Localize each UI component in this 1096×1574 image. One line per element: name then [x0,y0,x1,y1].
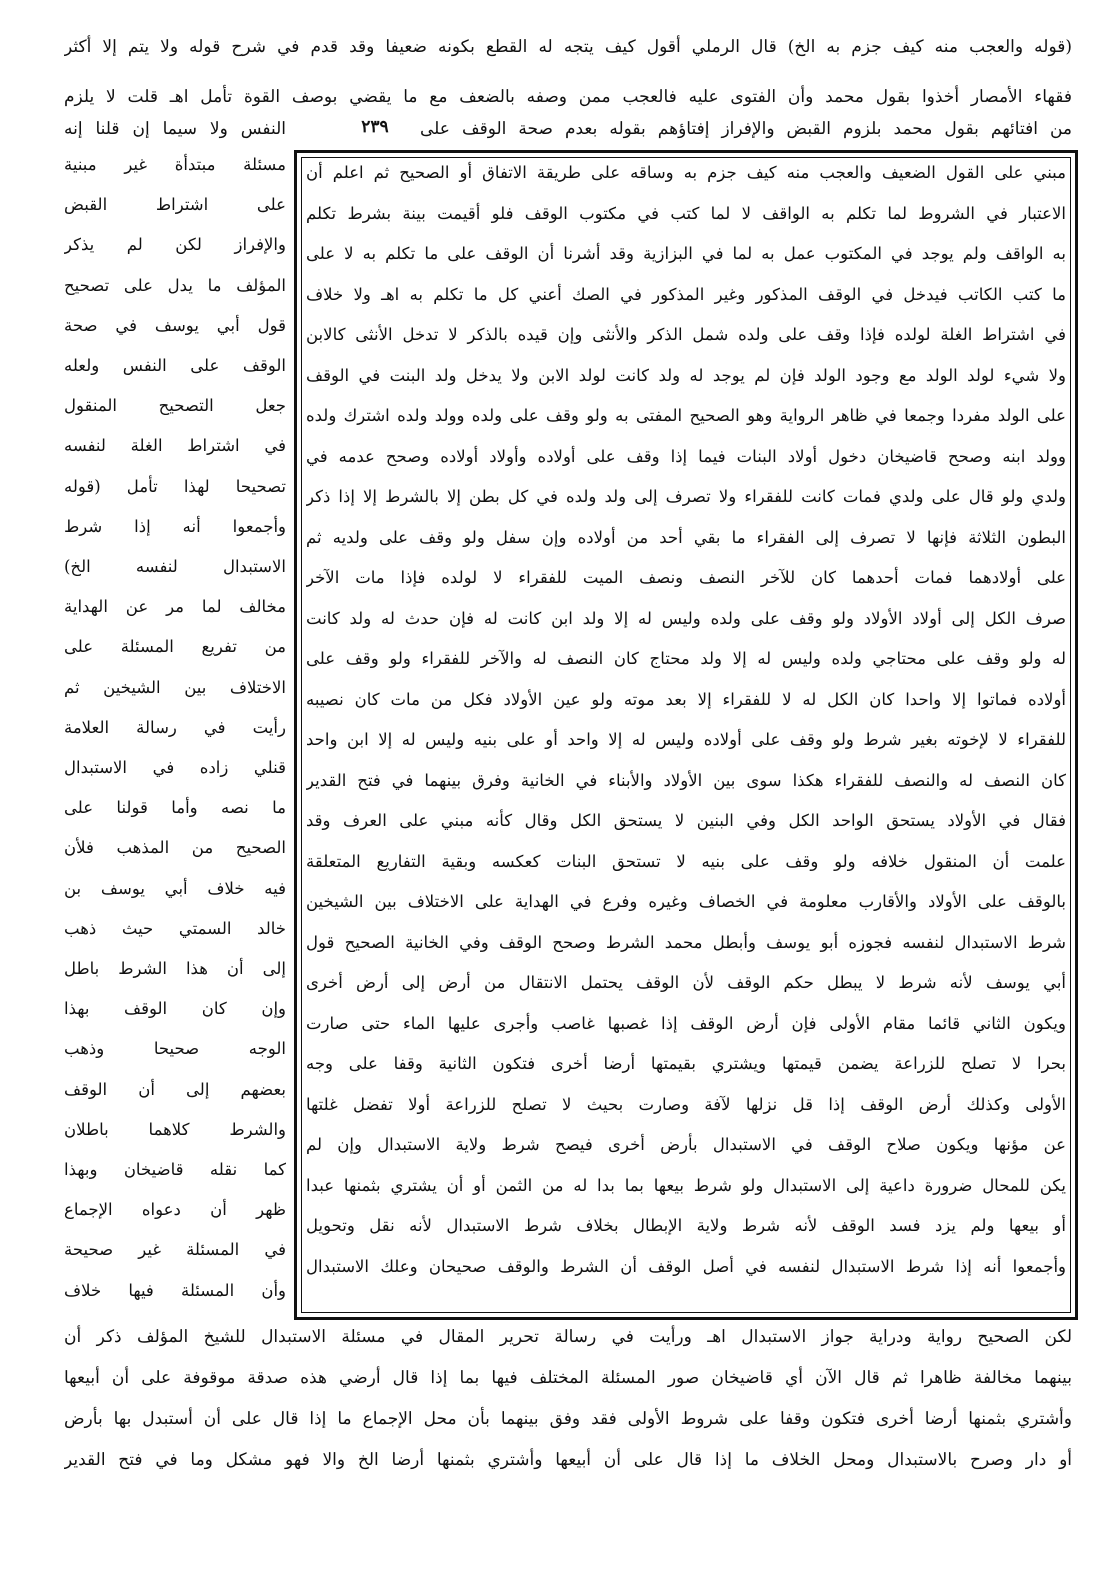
side-line-29: وأن المسئلة فيها خلاف [64,1280,286,1300]
main-line-6: ولا شيء لولد الولد مع وجود الولد فإن لم يوجد له ولد كانت لولد الابن ولا يدخل ولد البنت في الوقف [306,365,1066,385]
side-line-26: كما نقله قاضيخان وبهذا [64,1160,286,1179]
bottom-line-3: وأشتري بثمنها أرضا أخرى فتكون وقفا على شروط الأولى فقد وفق بينهما بأن محل الإجماع ما إذا قال على أن أستبدل بها بأرض [64,1409,1072,1429]
main-line-12: صرف الكل إلى أولاد الأولاد ولو وقف على ولده وليس له إلا ولد ابن كانت له فإن حدث له ولد كانت [306,608,1066,628]
side-line-11: الاستبدال لنفسه الخ) [64,557,286,576]
main-line-18: علمت أن المنقول خلافه ولو وقف على بنيه لا تستحق البنات كعكسه وبقية التفاريع المتعلقة [306,851,1066,871]
main-line-9: ولدي ولو قال على ولدي فمات كانت للفقراء ولا تصرف إلى ولد ولده في كل بطن إلا بالشرط إلا إذا ذكر [306,487,1066,506]
main-line-13: له ولو وقف على محتاجي ولده وليس له إلا ولد محتاج كان النصف له والآخر للفقراء ولو وقف على [306,649,1066,668]
page-number: ٢٣٩ [361,117,389,137]
side-line-19: فيه خلاف أبي يوسف بن [64,878,286,898]
main-line-11: على أولادهما فمات أحدهما كان للآخر النصف ونصف الميت للفقراء لا لولده فإذا مات الآخر [306,568,1066,587]
main-line-1: مبني على القول الضعيف والعجب منه كيف جزم به وساقه على طريقة الاتفاق أو الصحيح ثم اعلم أن [306,163,1066,182]
main-line-10: البطون الثلاثة فإنها لا تصرف إلى الفقراء ما بقي أحد من أولاده وإن سفل ولو وقف على ولديه ثم [306,527,1066,547]
side-line-21: إلى أن هذا الشرط باطل [64,959,286,978]
main-line-3: به الواقف ولم يوجد في المكتوب عمل به لما في البزازية وقد أشرنا أن الوقف على ما تكلم به لا على [306,244,1066,263]
bottom-line-2: بينهما مخالفة ظاهرا ثم قال الآن أي قاضيخان صور المسئلة المختلف فيها بما إذا قال أرضي هذه صدقة موقوفة على أن أبيعها [64,1368,1072,1388]
main-line-7: على الولد مفردا وجمعا في ظاهر الرواية وهو الصحيح المفتى به ولو وقف على ولده وولد ولده اشترك ولده [306,406,1066,425]
main-line-20: شرط الاستبدال لنفسه فجوزه أبو يوسف وأبطل محمد الشرط وصحح الوقف وفي الخانية الصحيح قول [306,932,1066,952]
top-line-1: (قوله والعجب منه كيف جزم به الخ) قال الرملي أقول كيف يتجه له القطع بكونه ضعيفا وقد قدم في شرح قوله ولا يتم إلا أكثر [64,37,1072,57]
side-line-25: والشرط كلاهما باطلان [64,1119,286,1139]
main-line-17: فقال في الأولاد يستحق الواحد الكل وفي البنين لا يستحق الكل وقال كأنه مبني على العرف وقد [306,811,1066,830]
side-line-10: وأجمعوا أنه إذا شرط [64,516,286,536]
main-line-2: الاعتبار في الشروط لما تكلم به الواقف لا لما كتب في مكتوب الوقف فلو أقيمت بينة بشرط تكلم [306,203,1066,223]
side-line-17: ما نصه وأما قولنا على [64,798,286,818]
main-line-4: ما كتب الكاتب فيدخل في الوقف المذكور وغير المذكور في الصك أعني كل ما تكلم به اهـ ولا خلاف [306,284,1066,304]
top-line-2: فقهاء الأمصار أخذوا بقول محمد وأن الفتوى عليه فالعجب ممن وصفه بالضعف مع ما يقضي بوصف القوة تأمل اهـ قلت لا يلزم [64,87,1072,107]
side-top-line: النفس ولا سيما إن قلنا إنه [64,119,286,139]
side-line-14: الاختلاف بين الشيخين ثم [64,677,286,697]
main-line-23: بحرا لا تصلح للزراعة يضمن قيمتها ويشتري بقيمتها أرضا أخرى فتكون الثانية وقفا على وجه [306,1054,1066,1073]
bottom-line-4: أو دار وصرح بالاستبدال ومحل الخلاف ما إذا قال على أن أبيعها وأشتري بثمنها أرضا الخ والا فهو مشكل وما في فتح القدير [64,1450,1072,1470]
main-line-22: ويكون الثاني قائما مقام الأولى فإن أرض الوقف إذا غصبها غاصب وأجرى عليها الماء حتى صارت [306,1013,1066,1033]
side-line-18: الصحيح من المذهب فلأن [64,838,286,858]
side-line-20: خالد السمتي حيث ذهب [64,918,286,938]
main-line-8: وولد ابنه وصحح قاضيخان دخول أولاد البنات فيما إذا وقف على أولاده وأولاد أولاده وصحح عدمه في [306,446,1066,466]
side-line-27: ظهر أن دعواه الإجماع [64,1200,286,1220]
side-line-13: من تفريع المسئلة على [64,637,286,657]
side-line-16: قنلي زاده في الاستبدال [64,758,286,777]
side-line-15: رأيت في رسالة العلامة [64,717,286,737]
side-line-2: على اشتراط القبض [64,195,286,215]
bottom-line-1: لكن الصحيح رواية ودراية جواز الاستبدال اهـ ورأيت في رسالة تحرير المقال في مسئلة الاستبدال للشيخ المؤلف ذكر أن [64,1327,1072,1347]
main-line-25: عن مؤنها ويكون صلاح الوقف في الاستبدال بأرض أخرى فيصح شرط ولاية الاستبدال وإن لم [306,1135,1066,1154]
side-line-9: تصحيحا لهذا تأمل (قوله [64,476,286,496]
side-line-28: في المسئلة غير صحيحة [64,1240,286,1260]
main-line-16: كان النصف له والنصف للفقراء هكذا سوى بين الأولاد والأبناء في الخانية وفرق بينهما في فتح القدير [306,770,1066,790]
main-line-27: أو بيعها ولم يزد فسد الوقف لأنه شرط ولاية الإبطال بخلاف شرط الاستبدال لأنه نقل وتحويل [306,1216,1066,1235]
main-line-19: بالوقف على الأولاد والأقارب معلومة في الخصاف وغيره وفرع في الهداية على الاختلاف بين الشيخين [306,892,1066,911]
main-line-5: في اشتراط الغلة لولده فإذا وقف على ولده شمل الذكر والأنثى وإن قيده بالذكر لا تدخل الأنثى كالابن [306,325,1066,344]
main-line-15: للفقراء لا لإخوته بغير شرط ولو وقف على أولاده وليس له إلا واحد أو على بنيه وليس له إلا ابن واحد [306,730,1066,749]
side-line-5: قول أبي يوسف في صحة [64,315,286,335]
side-line-6: الوقف على النفس ولعله [64,356,286,375]
side-line-12: مخالف لما مر عن الهداية [64,597,286,617]
top-line-3: من افتائهم بقول محمد بلزوم القبض والإفراز إفتاؤهم بقوله بعدم صحة الوقف على [420,119,1072,139]
side-line-22: وإن كان الوقف بهذا [64,999,286,1019]
side-line-24: بعضهم إلى أن الوقف [64,1079,286,1099]
side-line-7: جعل التصحيح المنقول [64,396,286,416]
side-line-3: والإفراز لكن لم يذكر [64,235,286,255]
main-line-26: يكن للمحال ضرورة داعية إلى الاستبدال ولو شرط بيعها بما بدا له من الثمن أو أن يشتري بثمنها عبدا [306,1175,1066,1195]
side-line-4: المؤلف ما يدل على تصحيح [64,275,286,295]
side-line-8: في اشتراط الغلة لنفسه [64,436,286,456]
main-line-21: أبي يوسف لأنه شرط لا يبطل حكم الوقف لأن الوقف يحتمل الانتقال من أرض إلى أرض أخرى [306,973,1066,992]
side-line-1: مسئلة مبتدأة غير مبنية [64,155,286,174]
main-line-28: وأجمعوا أنه إذا شرط الاستبدال لنفسه في أصل الوقف أن الشرط والوقف صحيحان وعلك الاستبدال [306,1256,1066,1276]
side-line-23: الوجه صحيحا وذهب [64,1039,286,1059]
main-line-24: الأولى وكذلك أرض الوقف إذا قل نزلها لآفة وصارت بحيث لا تصلح للزراعة أولا تفضل غلتها [306,1094,1066,1114]
main-line-14: أولاده فماتوا إلا واحدا كان الكل له لا للفقراء إلا بعد موته ولو عين الأولاد فكل من مات كان نصيبه [306,689,1066,709]
